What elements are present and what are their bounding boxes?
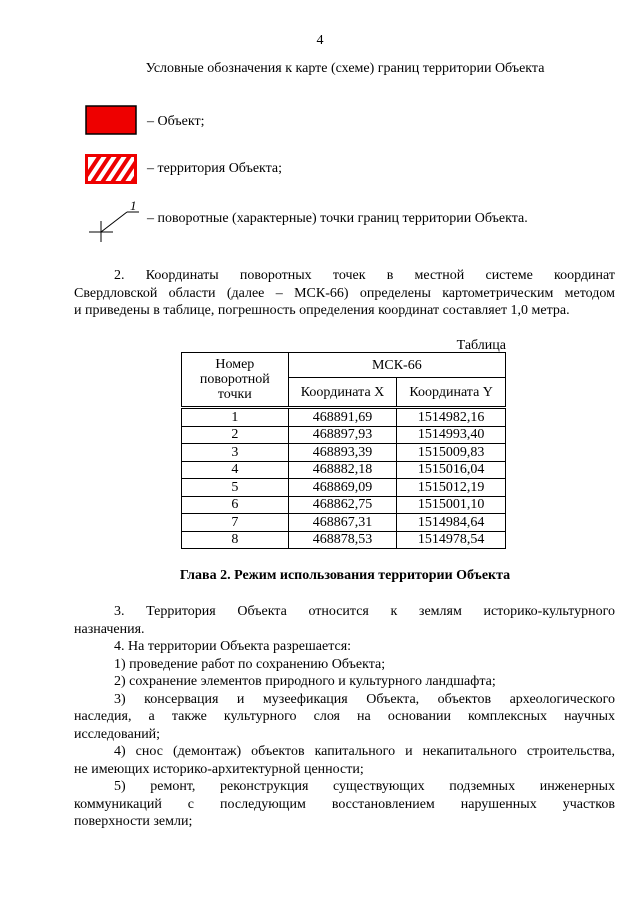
solid-red-rect-icon	[85, 105, 137, 135]
paragraph-line: коммуникаций с последующим восстановлением нарушенных участков	[74, 796, 615, 812]
cell-x: 468878,53	[288, 531, 397, 549]
cell-point: 6	[182, 496, 289, 514]
cell-point: 7	[182, 514, 289, 532]
cell-x: 468882,18	[288, 461, 397, 479]
cell-point: 3	[182, 444, 289, 462]
list-item-3	[74, 691, 615, 744]
turning-point-number: 1	[130, 199, 137, 213]
list-item-5	[74, 778, 615, 831]
cell-x: 468869,09	[288, 479, 397, 497]
cell-point: 4	[182, 461, 289, 479]
paragraph-line: поверхности земли;	[74, 814, 193, 829]
legend-label-object: – Объект;	[147, 114, 205, 129]
turning-point-icon	[85, 199, 141, 243]
paragraph-line: 1) проведение работ по сохранению Объекта;	[114, 656, 386, 672]
cell-y: 1515009,83	[397, 444, 506, 462]
header-coordinate-x: Координата X	[288, 378, 397, 408]
cell-y: 1515012,19	[397, 479, 506, 497]
cell-x: 468891,69	[288, 408, 397, 427]
cell-y: 1515001,10	[397, 496, 506, 514]
list-item-1	[74, 656, 615, 674]
header-point-number: Номер поворотной точки	[182, 353, 289, 408]
paragraph-line: и приведены в таблице, погрешность определения координат составляет 1,0 метра.	[74, 303, 570, 318]
cell-y: 1515016,04	[397, 461, 506, 479]
paragraph-line: Свердловской области (далее – МСК-66) определены картометрическим методом	[74, 285, 615, 301]
cell-x: 468867,31	[288, 514, 397, 532]
paragraph-line: 4) снос (демонтаж) объектов капитального и некапитального строительства,	[114, 744, 615, 759]
paragraph-line: 3) консервация и музеефикация Объекта, объектов археологического	[114, 691, 615, 707]
paragraph-line: 5) ремонт, реконструкция существующих подземных инженерных	[114, 779, 615, 794]
table-caption: Таблица	[456, 338, 506, 353]
table-row	[182, 408, 506, 427]
cell-point: 2	[182, 426, 289, 444]
list-item-4	[74, 743, 615, 778]
paragraph-line: назначения.	[74, 621, 145, 637]
cell-point: 1	[182, 408, 289, 427]
page-number: 4	[316, 33, 324, 48]
legend-title: Условные обозначения к карте (схеме) границ территории Объекта	[145, 61, 545, 76]
chapter-title: Глава 2. Режим использования территории Объекта	[179, 568, 511, 583]
cell-x: 468897,93	[288, 426, 397, 444]
legend-label-turning-point: – поворотные (характерные) точки границ территории Объекта.	[147, 211, 528, 226]
cell-x: 468862,75	[288, 496, 397, 514]
paragraph-line: 2. Координаты поворотных точек в местной системе координат	[114, 268, 615, 283]
paragraph-line: 4. На территории Объекта разрешается:	[114, 639, 352, 654]
paragraph-line: 2) сохранение элементов природного и культурного ландшафта;	[114, 674, 496, 689]
paragraph-3	[74, 603, 615, 638]
paragraph-line: исследований;	[74, 726, 161, 742]
list-item-2	[74, 673, 615, 691]
table-row	[182, 479, 506, 497]
table-row	[182, 444, 506, 462]
paragraph-2	[74, 267, 615, 320]
cell-y: 1514978,54	[397, 531, 506, 549]
header-coordinate-y: Координата Y	[397, 378, 506, 408]
paragraph-line: наследия, а также культурного слоя на основании комплексных научных	[74, 709, 615, 724]
paragraph-line: не имеющих историко-архитектурной ценности;	[74, 761, 364, 777]
cell-point: 8	[182, 531, 289, 549]
paragraph-line: 3. Территория Объекта относится к землям историко-культурного	[114, 604, 615, 619]
table-row	[182, 496, 506, 514]
table-row	[182, 426, 506, 444]
legend-label-territory: – территория Объекта;	[147, 161, 283, 176]
cell-y: 1514982,16	[397, 408, 506, 427]
cell-point: 5	[182, 479, 289, 497]
hatched-red-rect-icon	[85, 154, 137, 184]
header-coordinate-system: МСК-66	[288, 353, 505, 378]
cell-y: 1514984,64	[397, 514, 506, 532]
paragraph-4	[74, 638, 615, 656]
coordinates-table	[181, 352, 506, 549]
table-row	[182, 531, 506, 549]
cell-y: 1514993,40	[397, 426, 506, 444]
table-row	[182, 514, 506, 532]
cell-x: 468893,39	[288, 444, 397, 462]
table-row	[182, 461, 506, 479]
